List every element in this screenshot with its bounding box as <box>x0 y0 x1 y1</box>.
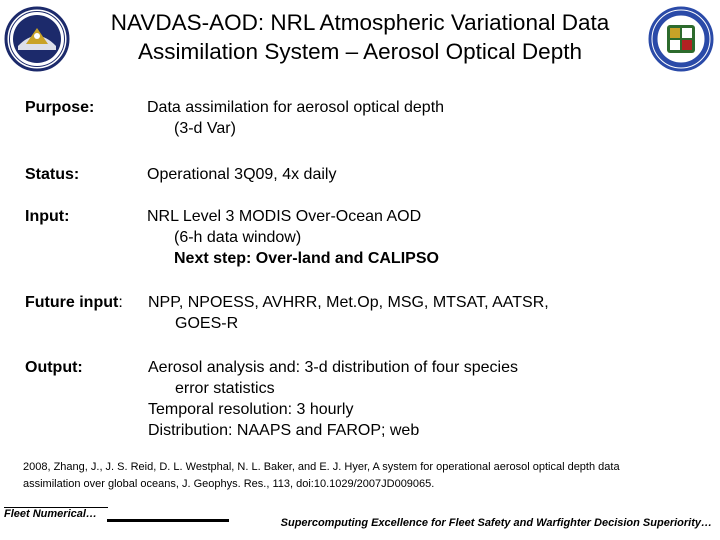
future-input-label: Future input <box>25 294 119 311</box>
future-input-row <box>25 292 123 313</box>
footer-org-name: Fleet Numerical… <box>4 508 97 520</box>
input-line-1: NRL Level 3 MODIS Over-Ocean AOD <box>147 208 422 225</box>
citation-line-1: 2008, Zhang, J., J. S. Reid, D. L. Westphal, N. L. Baker, and E. J. Hyer, A system for operational aerosol optical depth data <box>23 461 620 473</box>
future-input-value <box>148 292 549 334</box>
status-value <box>147 164 336 185</box>
citation-line-2: assimilation over global oceans, J. Geophys. Res., 113, doi:10.1029/2007JD009065. <box>23 478 435 490</box>
status-label: Status: <box>25 166 80 183</box>
page-title <box>70 8 650 66</box>
footer-tagline: Supercomputing Excellence for Fleet Safety and Warfighter Decision Superiority… <box>280 517 712 529</box>
output-line-4: Distribution: NAAPS and FAROP; web <box>148 422 420 439</box>
input-value <box>147 206 439 269</box>
purpose-label: Purpose: <box>25 99 95 116</box>
navy-lab-seal-icon <box>648 6 714 72</box>
output-value <box>148 357 518 441</box>
output-line-3: Temporal resolution: 3 hourly <box>148 401 354 418</box>
future-input-colon: : <box>118 294 123 311</box>
title-line-1: NAVDAS-AOD: NRL Atmospheric Variational Data <box>110 10 610 35</box>
title-line-2: Assimilation System – Aerosol Optical Depth <box>138 39 582 64</box>
output-line-2: error statistics <box>175 380 275 397</box>
status-line-1: Operational 3Q09, 4x daily <box>147 166 337 183</box>
future-input-line-2: GOES-R <box>175 315 239 332</box>
input-line-3: Next step: Over-land and CALIPSO <box>174 250 439 267</box>
output-label: Output: <box>25 359 83 376</box>
purpose-line-2: (3-d Var) <box>174 120 236 137</box>
purpose-line-1: Data assimilation for aerosol optical depth <box>147 99 445 116</box>
footer-rule-top <box>4 507 108 508</box>
citation <box>23 459 693 493</box>
input-line-2: (6-h data window) <box>174 229 302 246</box>
purpose-value <box>147 97 444 139</box>
future-input-line-1: NPP, NPOESS, AVHRR, Met.Op, MSG, MTSAT, AATSR, <box>148 294 549 311</box>
output-line-1: Aerosol analysis and: 3-d distribution of four species <box>148 359 518 376</box>
input-label: Input: <box>25 208 70 225</box>
fnmoc-seal-icon <box>4 6 70 72</box>
footer-rule-bar <box>107 519 229 522</box>
